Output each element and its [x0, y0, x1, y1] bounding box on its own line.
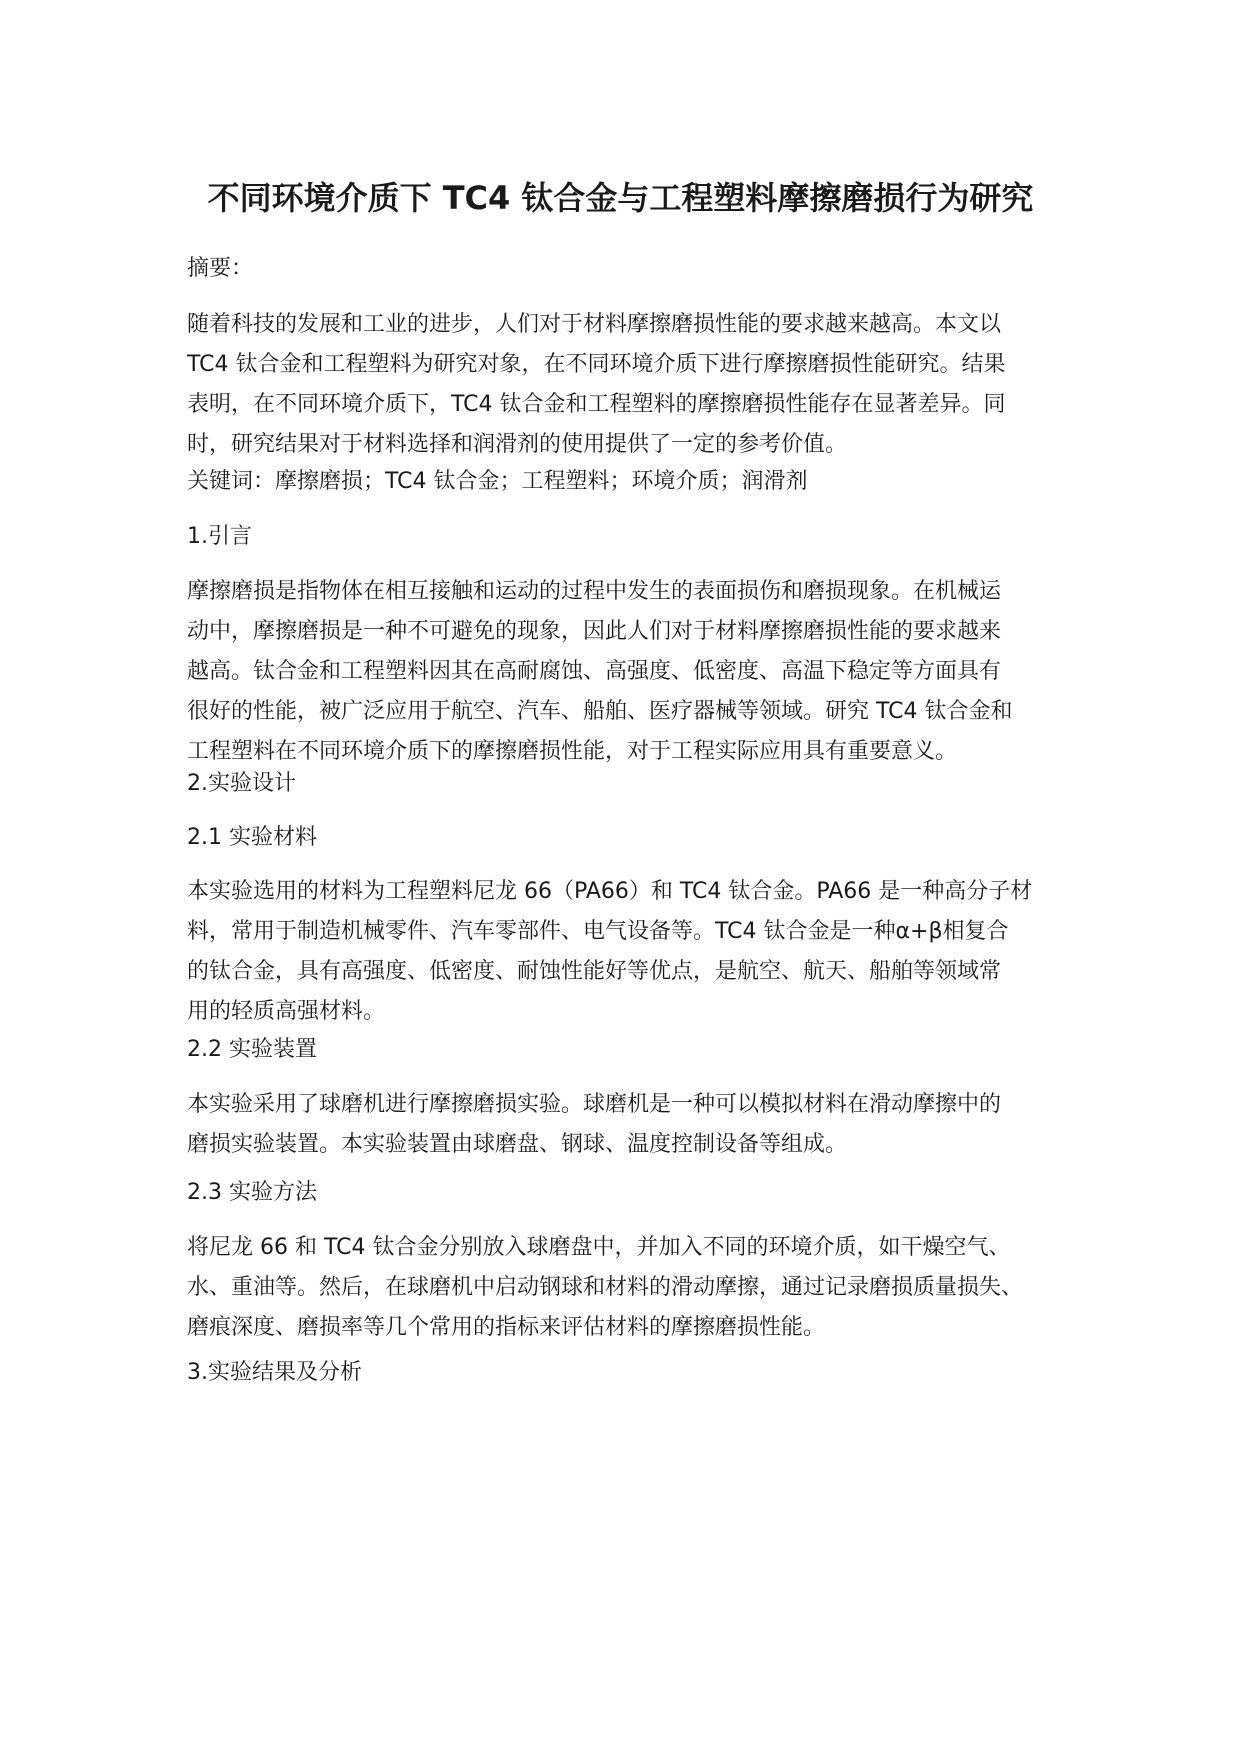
section-body-materials: 本实验选用的材料为工程塑料尼龙 66（PA66）和 TC4 钛合金。PA66 是一种高分子材 料，常用于制造机械零件、汽车零部件、电气设备等。TC4 钛合金是一种α+β相复合 的钛合金，具有高强度、低密度、耐蚀性能好等优点，是航空、航天、船舶等领域常 用的轻质高强材料。: [187, 879, 1033, 1024]
abstract-label: 摘要：: [187, 256, 254, 281]
section-body-introduction: 摩擦磨损是指物体在相互接触和运动的过程中发生的表面损伤和磨损现象。在机械运 动中，摩擦磨损是一种不可避免的现象，因此人们对于材料摩擦磨损性能的要求越来 越高。钛合金和工程塑料因其在高耐腐蚀、高强度、低密度、高温下稳定等方面具有 很好的性能，被广泛应用于航空、汽车、船舶、医疗器械等领域。研究 TC4 钛合金和 工程塑料在不同环境介质下的摩擦磨损性能，对于工程实际应用具有重要意义。: [187, 579, 1013, 764]
document-title: 不同环境介质下 TC4 钛合金与工程塑料摩擦磨损行为研究: [207, 179, 1034, 217]
section-heading-results: 3.实验结果及分析: [187, 1360, 362, 1385]
section-body-apparatus: 本实验采用了球磨机进行摩擦磨损实验。球磨机是一种可以模拟材料在滑动摩擦中的 磨损实验装置。本实验装置由球磨盘、钢球、温度控制设备等组成。: [187, 1092, 1002, 1157]
section-heading-materials: 2.1 实验材料: [187, 825, 317, 850]
section-heading-apparatus: 2.2 实验装置: [187, 1037, 317, 1062]
section-heading-method: 2.3 实验方法: [187, 1180, 317, 1205]
keywords: 关键词：摩擦磨损；TC4 钛合金；工程塑料；环境介质；润滑剂: [187, 469, 808, 494]
abstract-body: 随着科技的发展和工业的进步，人们对于材料摩擦磨损性能的要求越来越高。本文以 TC4 钛合金和工程塑料为研究对象，在不同环境介质下进行摩擦磨损性能研究。结果 表明，在不同环境介质下，TC4 钛合金和工程塑料的摩擦磨损性能存在显著差异。同 时，研究结果对于材料选择和润滑剂的使用提供了一定的参考价值。: [187, 312, 1006, 457]
section-heading-introduction: 1.引言: [187, 524, 252, 549]
section-body-method: 将尼龙 66 和 TC4 钛合金分别放入球磨盘中，并加入不同的环境介质，如干燥空气、 水、重油等。然后，在球磨机中启动钢球和材料的滑动摩擦，通过记录磨损质量损失、 磨痕深度、磨损率等几个常用的指标来评估材料的摩擦磨损性能。: [187, 1235, 1024, 1340]
section-heading-experiment-design: 2.实验设计: [187, 771, 296, 796]
